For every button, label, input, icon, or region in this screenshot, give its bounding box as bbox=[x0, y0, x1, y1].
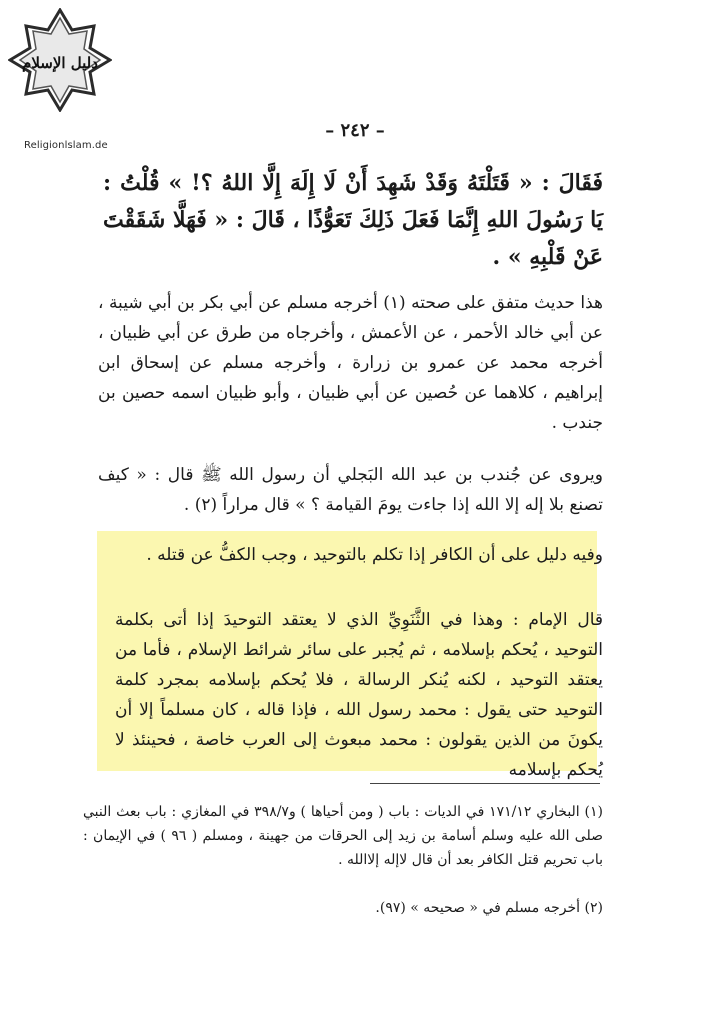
hadith-quote: فَقَالَ : « قَتَلْتَهُ وَقَدْ شَهِدَ أَنْ لَا إِلَهَ إِلَّا اللهُ ؟! » قُلْتُ : يَا رَسُولَ اللهِ إِنَّمَا فَعَلَ ذَلِكَ تَعَوُّذًا ، قَالَ : « فَهَلَّا شَقَقْتَ عَنْ قَلْبِهِ » . bbox=[103, 170, 603, 270]
logo-calligraphy: دليل الإسلام bbox=[22, 54, 98, 72]
site-name: Religionlslam.de bbox=[24, 140, 108, 151]
paragraph-hadith-sources: هذا حديث متفق على صحته (١) أخرجه مسلم عن أبي بكر بن أبي شيبة ، عن أبي خالد الأحمر ، عن الأعمش ، وأخرجاه من طرق عن أبي ظبيان ، أخرجه محمد عن عمرو بن زرارة ، وأخرجه مسلم عن إسحاق ابن إبراهيم ، كلاهما عن حُصين عن أبي ظبيان ، وأبو ظبيان اسمه حصين بن جندب . bbox=[98, 293, 603, 433]
highlighted-paragraph-evidence: وفيه دليل على أن الكافر إذا تكلم بالتوحيد ، وجب الكفُّ عن قتله . bbox=[146, 545, 603, 565]
footnote-divider bbox=[370, 783, 600, 784]
footnote-1: (١) البخاري ١٧١/١٢ في الديات : باب ( ومن أحياها ) و٣٩٨/٧ في المغازي : باب بعث النبي صلى الله عليه وسلم أسامة بن زيد إلى الحرقات من جهينة ، ومسلم ( ٩٦ ) في الإيمان : باب تحريم قتل الكافر بعد أن قال لاإله إلاالله . bbox=[83, 804, 604, 868]
highlighted-paragraph-imam: قال الإمام : وهذا في الثَّنَوِيِّ الذي لا يعتقد التوحيدَ إذا أتى بكلمة التوحيد ، يُحكم بإسلامه ، ثم يُجبر على سائر شرائط الإسلام ، فأما من يعتقد التوحيد ، لكنه يُنكر الرسالة ، فلا يُحكم بإسلامه بمجرد كلمة التوحيد حتى يقول : محمد رسول الله ، فإذا قاله ، كان مسلماً إلا أن يكونَ من الذين يقولون : محمد مبعوث إلى العرب خاصة ، فحينئذ لا يُحكم بإسلامه bbox=[115, 610, 603, 780]
site-logo bbox=[8, 8, 112, 112]
paragraph-jundub-narration: ويروى عن جُندب بن عبد الله البَجلي أن رسول الله ﷺ قال : « كيف تصنع بلا إله إلا الله إذا جاءت يومَ القيامة ؟ » قال مراراً (٢) . bbox=[98, 465, 603, 515]
page-number: – ٢٤٢ – bbox=[325, 120, 385, 141]
footnote-2: (٢) أخرجه مسلم في « صحيحه » (٩٧). bbox=[375, 900, 603, 916]
